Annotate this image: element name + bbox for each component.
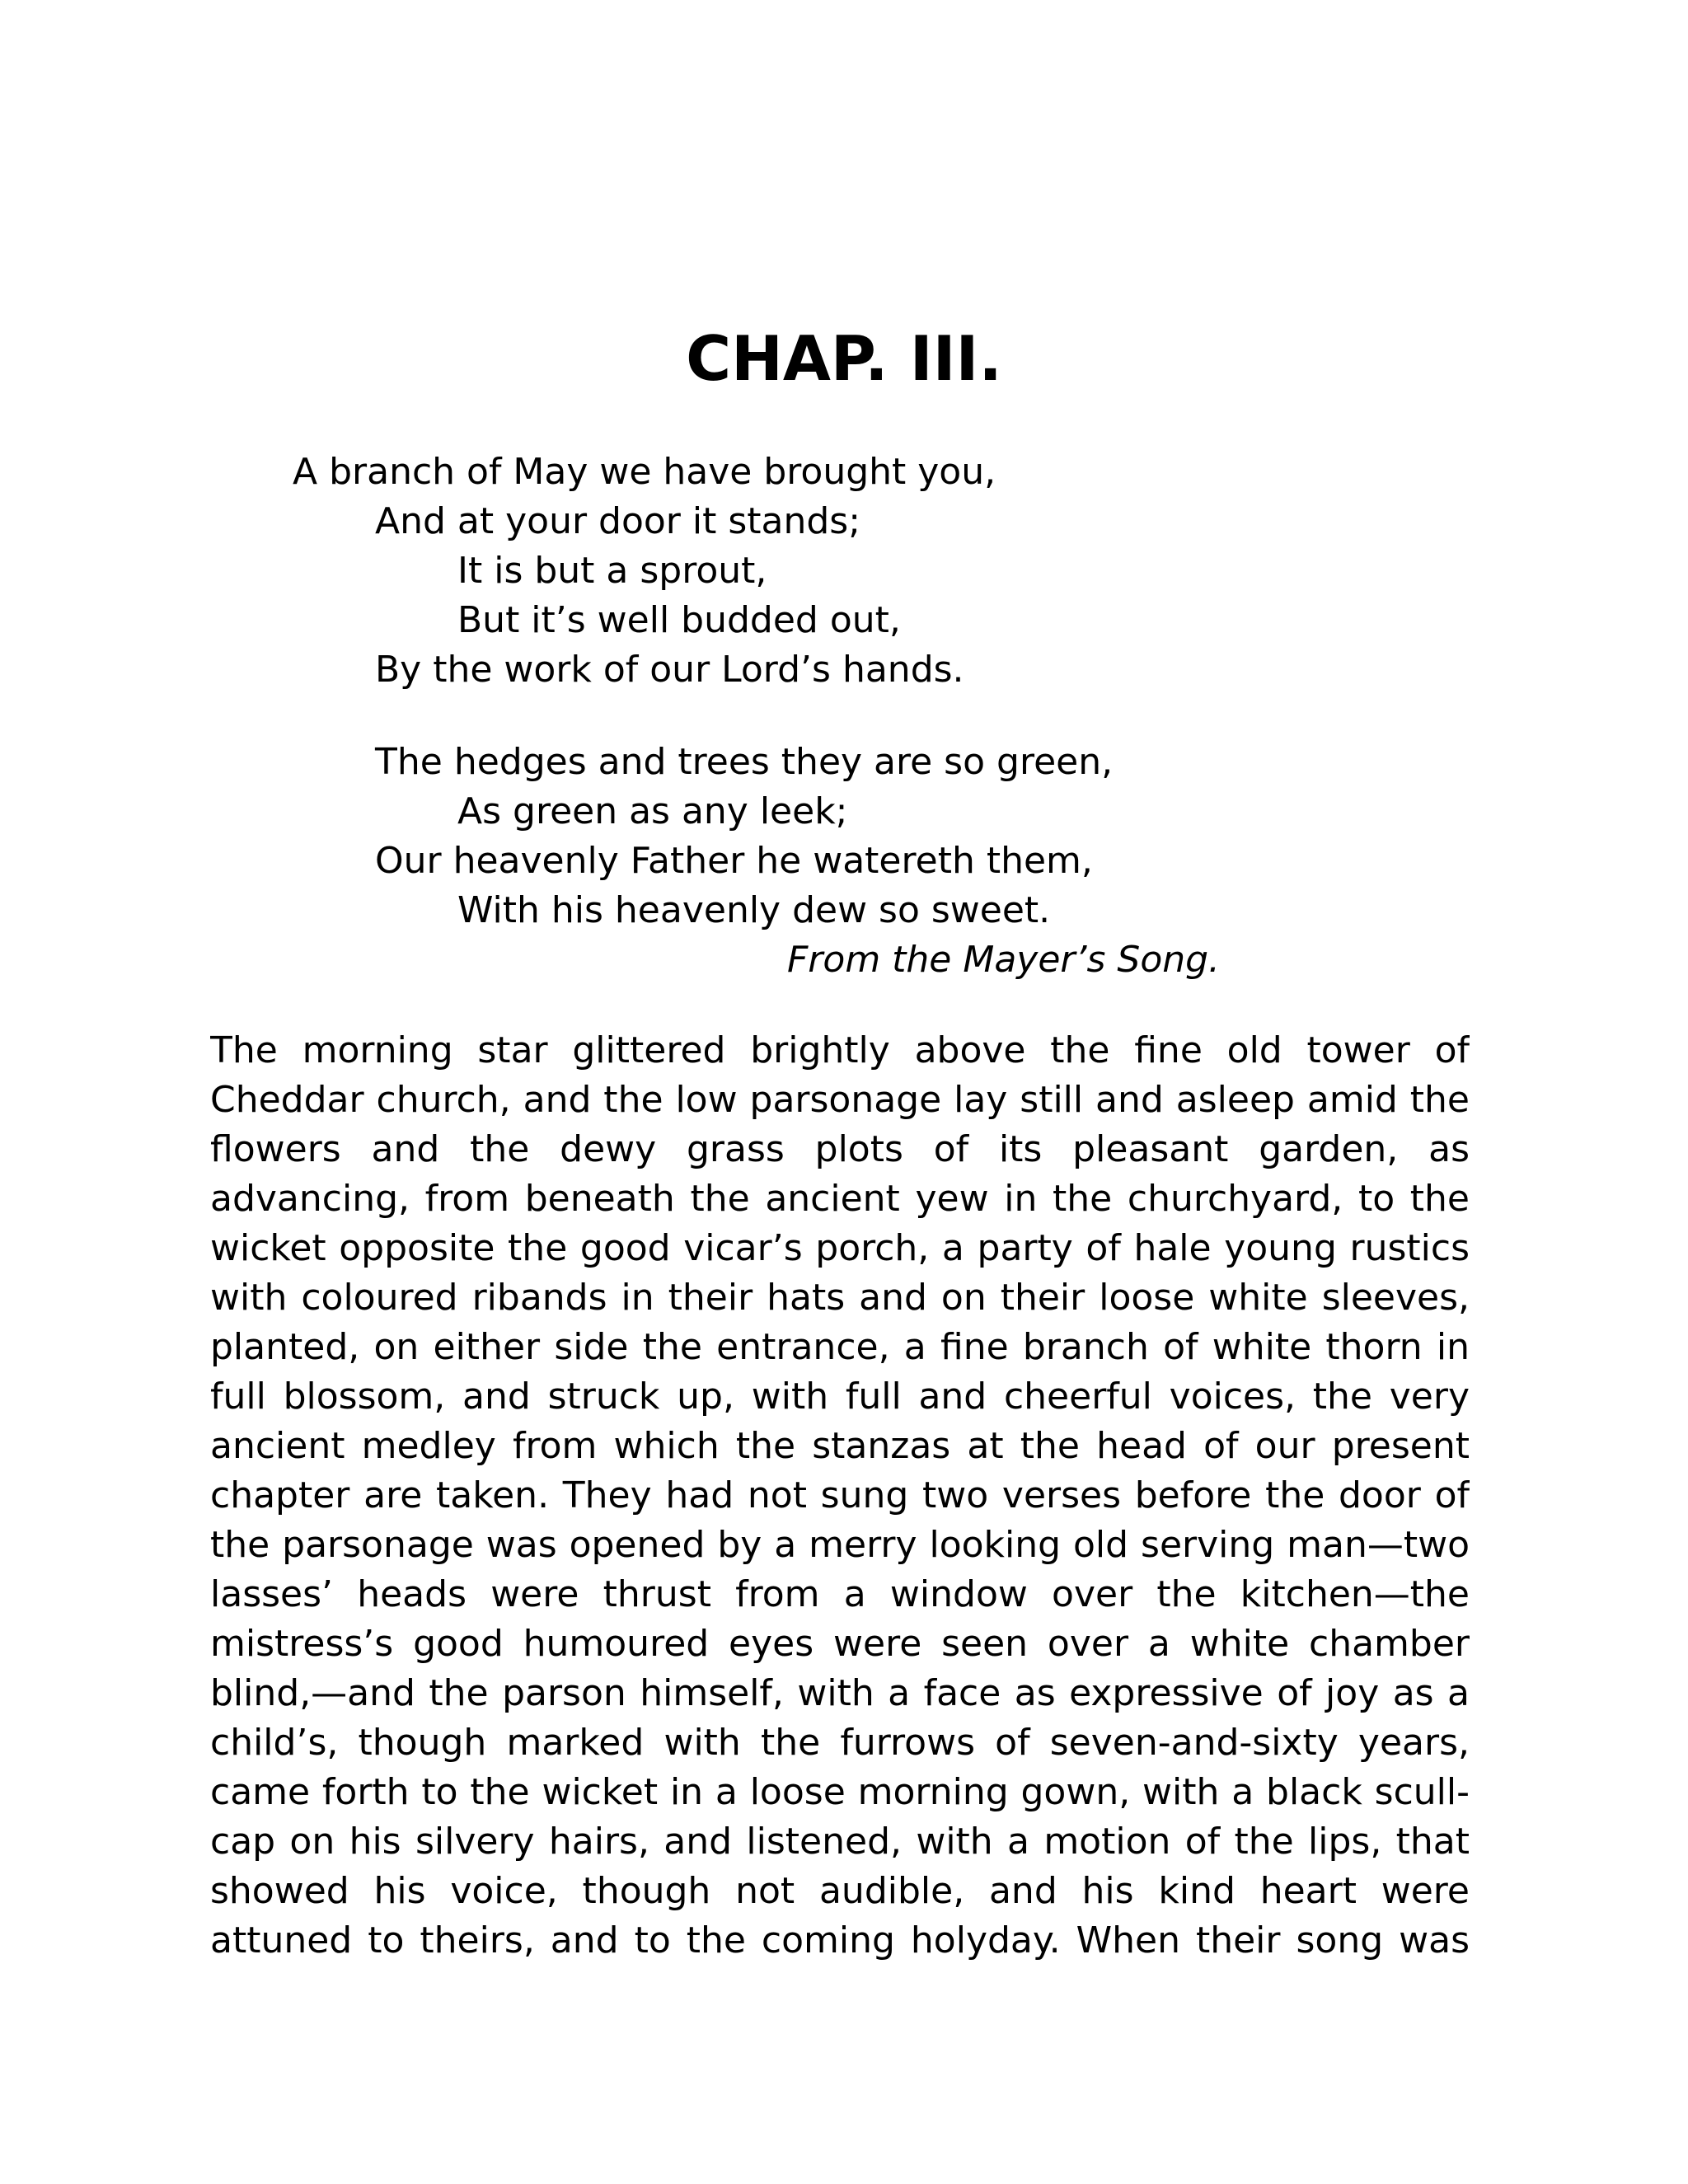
body-paragraph xyxy=(210,1026,1470,1966)
paragraph-line: flowers and the dewy grass plots of its pleasant garden, as xyxy=(210,1128,1470,1170)
paragraph-line: with coloured ribands in their hats and on their loose white sleeves, xyxy=(210,1277,1470,1319)
epigraph-attribution: From the Mayer’s Song. xyxy=(787,939,1221,981)
paragraph-line: attuned to theirs, and to the coming holyday. When their song was xyxy=(210,1919,1470,1961)
verse-line: As green as any leek; xyxy=(457,790,848,832)
paragraph-line: child’s, though marked with the furrows of seven-and-sixty years, xyxy=(210,1722,1470,1764)
verse-line: But it’s well budded out, xyxy=(457,599,901,641)
paragraph-line: The morning star glittered brightly above the fine old tower of xyxy=(210,1029,1470,1071)
paragraph-line: cap on his silvery hairs, and listened, with a motion of the lips, that xyxy=(210,1821,1470,1863)
verse-line: And at your door it stands; xyxy=(375,500,861,542)
paragraph-line: planted, on either side the entrance, a fine branch of white thorn in xyxy=(210,1326,1470,1368)
paragraph-line: lasses’ heads were thrust from a window over the kitchen—the xyxy=(210,1573,1470,1615)
paragraph-line: blind,—and the parson himself, with a face as expressive of joy as a xyxy=(210,1672,1470,1714)
verse-line: With his heavenly dew so sweet. xyxy=(457,889,1051,931)
paragraph-line: came forth to the wicket in a loose morning gown, with a black scull- xyxy=(210,1771,1470,1813)
chapter-title: CHAP. III. xyxy=(686,322,1002,395)
verse-line: By the work of our Lord’s hands. xyxy=(375,649,964,691)
paragraph-line: wicket opposite the good vicar’s porch, a party of hale young rustics xyxy=(210,1227,1470,1269)
paragraph-line: mistress’s good humoured eyes were seen over a white chamber xyxy=(210,1623,1470,1665)
paragraph-line: the parsonage was opened by a merry looking old serving man—two xyxy=(210,1524,1470,1566)
verse-line: A branch of May we have brought you, xyxy=(293,451,996,493)
paragraph-line: ancient medley from which the stanzas at the head of our present xyxy=(210,1425,1470,1467)
paragraph-line: full blossom, and struck up, with full and cheerful voices, the very xyxy=(210,1376,1470,1418)
paragraph-line: chapter are taken. They had not sung two verses before the door of xyxy=(210,1474,1470,1516)
verse-line: It is but a sprout, xyxy=(457,550,767,592)
paragraph-line: advancing, from beneath the ancient yew in the churchyard, to the xyxy=(210,1178,1470,1220)
paragraph-line: Cheddar church, and the low parsonage lay still and asleep amid the xyxy=(210,1079,1470,1121)
verse-line: The hedges and trees they are so green, xyxy=(375,741,1114,783)
verse-line: Our heavenly Father he watereth them, xyxy=(375,840,1093,882)
paragraph-line: showed his voice, though not audible, and his kind heart were xyxy=(210,1870,1470,1912)
